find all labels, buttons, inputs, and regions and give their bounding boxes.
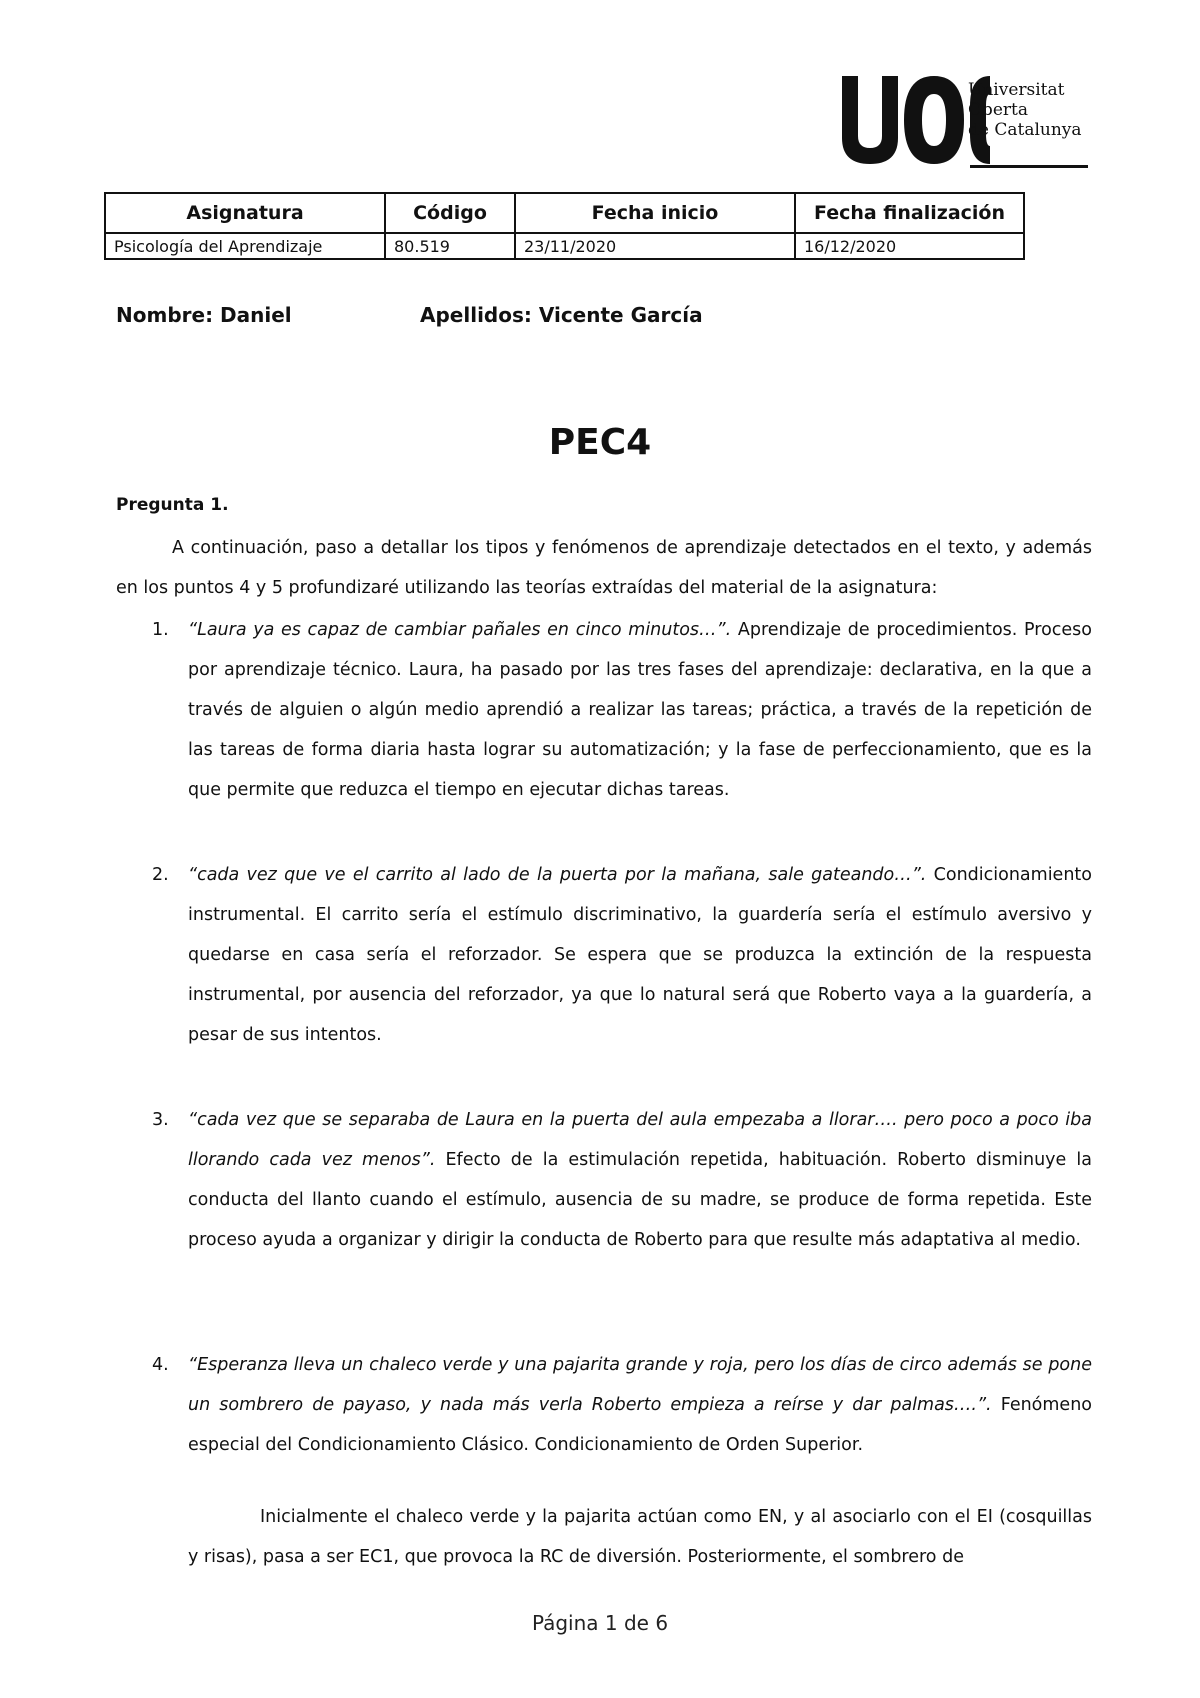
list-item xyxy=(116,1100,1092,1260)
question-label: Pregunta 1. xyxy=(116,495,229,515)
header-fecha-inicio: Fecha inicio xyxy=(515,193,795,233)
page-number: Página 1 de 6 xyxy=(531,1611,669,1635)
list-item-quote: “cada vez que se separaba de Laura en la puerta del aula empezaba a llorar…. pero poco a poco iba llorando cada vez menos”. xyxy=(188,1110,1092,1170)
list-item-quote: “Esperanza lleva un chaleco verde y una pajarita grande y roja, pero los días de circo además se pone un sombrero de payaso, y nada más verla Roberto empieza a reírse y dar palmas….”. xyxy=(188,1355,1092,1415)
cell-fecha-inicio: 23/11/2020 xyxy=(515,233,795,259)
list-item xyxy=(116,855,1092,1055)
list-item-quote: “cada vez que ve el carrito al lado de la puerta por la mañana, sale gateando…”. xyxy=(188,865,927,885)
list-item-number: 3. xyxy=(152,1110,169,1130)
table-header-row xyxy=(105,193,1024,233)
list-item-text: Fenómeno especial del Condicionamiento Clásico. Condicionamiento de Orden Superior. xyxy=(188,1395,1092,1455)
header-fecha-finalizacion: Fecha finalización xyxy=(795,193,1024,233)
table-row xyxy=(105,233,1024,259)
header-asignatura: Asignatura xyxy=(105,193,385,233)
list-item-quote: “Laura ya es capaz de cambiar pañales en cinco minutos…”. xyxy=(188,620,732,640)
course-info-table xyxy=(104,192,1025,260)
cell-fecha-finalizacion: 16/12/2020 xyxy=(795,233,1024,259)
student-name: Nombre: Daniel xyxy=(116,303,292,327)
list-item-text: Aprendizaje de procedimientos. Proceso por aprendizaje técnico. Laura, ha pasado por las tres fases del aprendizaje: declarativa, en la que a través de alguien o algún medio aprendió a realizar las tareas; práctica, a través de la repetición de las tareas de forma diaria hasta lograr su automatización; y la fase de perfeccionamiento, que es la que permite que reduzca el tiempo en ejecutar dichas tareas. xyxy=(188,620,1092,800)
list-item xyxy=(116,610,1092,810)
list-item-text: Efecto de la estimulación repetida, habituación. Roberto disminuye la conducta del llanto cuando el estímulo, ausencia de su madre, se produce de forma repetida. Este proceso ayuda a organizar y dirigir la conducta de Roberto para que resulte más adaptativa al medio. xyxy=(188,1150,1092,1250)
logo-line-1: Universitat xyxy=(968,80,1065,100)
explanation-paragraph: Inicialmente el chaleco verde y la pajarita actúan como EN, y al asociarlo con el EI (cosquillas y risas), pasa a ser EC1, que provoca la RC de diversión. Posteriormente, el sombrero de xyxy=(188,1507,1092,1567)
cell-asignatura: Psicología del Aprendizaje xyxy=(105,233,385,259)
student-surname: Apellidos: Vicente García xyxy=(420,303,703,327)
list-item-text: Condicionamiento instrumental. El carrito sería el estímulo discriminativo, la guardería sería el estímulo aversivo y quedarse en casa sería el reforzador. Se espera que se produzca la extinción de la respuesta instrumental, por ausencia del reforzador, ya que lo natural será que Roberto vaya a la guardería, a pesar de sus intentos. xyxy=(188,865,1092,1045)
logo-line-3: de Catalunya xyxy=(968,120,1082,140)
uoc-logo-text xyxy=(968,80,1082,140)
logo-line-2: Oberta xyxy=(968,100,1028,120)
page-title: PEC4 xyxy=(548,422,652,463)
list-item-number: 4. xyxy=(152,1355,169,1375)
header-codigo: Código xyxy=(385,193,515,233)
list-item xyxy=(116,1345,1092,1465)
cell-codigo: 80.519 xyxy=(385,233,515,259)
list-item-number: 2. xyxy=(152,865,169,885)
intro-paragraph: A continuación, paso a detallar los tipos y fenómenos de aprendizaje detectados en el texto, y además en los puntos 4 y 5 profundizaré utilizando las teorías extraídas del material de la asignatura: xyxy=(116,538,1092,598)
list-item-number: 1. xyxy=(152,620,169,640)
